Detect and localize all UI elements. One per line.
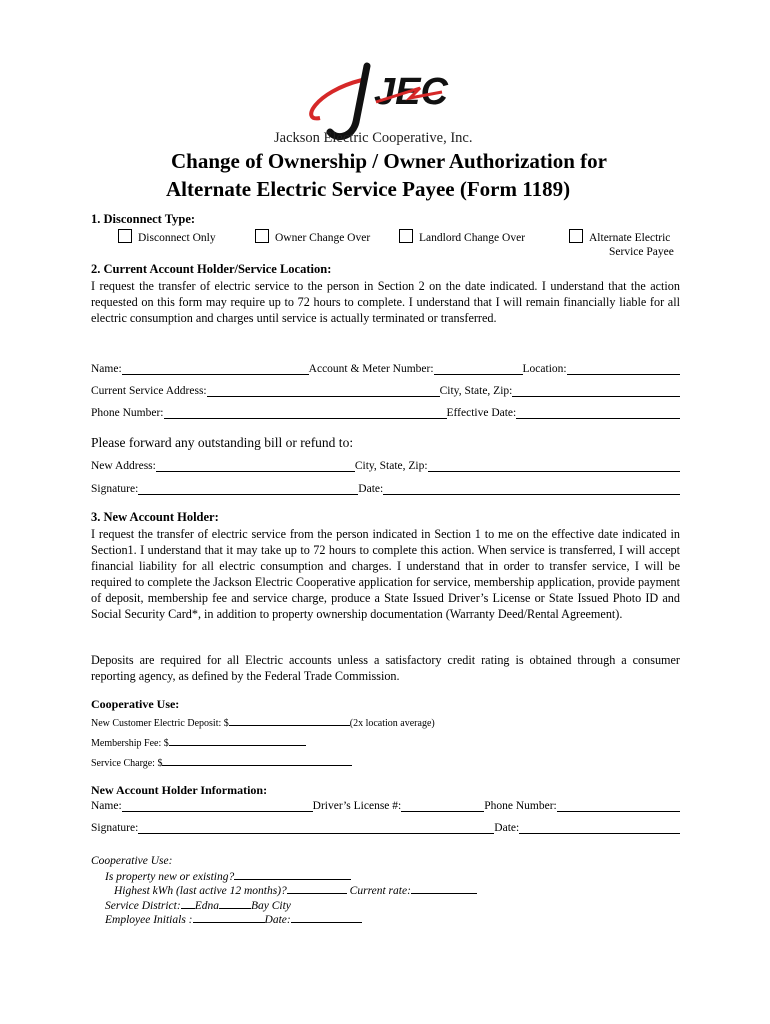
location-field[interactable]	[567, 362, 680, 375]
section3-paragraph: I request the transfer of electric service from the person indicated in Section 1 to me on the effective date indicated in Section1. I understand that it may take up to 72 hours to complete this action. When service is transferred, I will accept financial liability for all electric consumption and charges. I understand that in order to transfer service, I will be required to complete the Jackson Electric Cooperative application for service, membership application, provide payment of deposit, membership fee and service charge, produce a State Issued Driver’s License or State Issued Photo ID and Social Security Card*, in addition to property ownership documentation (Warranty Deed/Rental Agreement).	[91, 527, 680, 621]
property-field[interactable]	[234, 868, 351, 880]
forward-instruction: Please forward any outstanding bill or refund to:	[91, 435, 354, 450]
logo-mark: JEC	[374, 71, 448, 113]
property-row: Is property new or existing?	[105, 868, 351, 883]
signature-field[interactable]	[138, 482, 358, 495]
initials-field[interactable]	[193, 911, 265, 923]
row-new-holder-signature: Signature: Date:	[91, 821, 680, 834]
membership-fee-field[interactable]	[169, 734, 306, 746]
coop-use-heading: Cooperative Use:	[91, 697, 180, 711]
logo-graphic	[270, 62, 500, 148]
form-title-line2: Alternate Electric Service Payee (Form 1189)	[166, 177, 571, 201]
new-address-field[interactable]	[156, 459, 355, 472]
section2-heading: 2. Current Account Holder/Service Location:	[91, 262, 332, 276]
new-holder-heading: New Account Holder Information:	[91, 783, 268, 797]
service-charge-row: Service Charge: $	[91, 754, 352, 769]
coop-date-field[interactable]	[291, 911, 362, 923]
initials-row: Employee Initials : Date:	[105, 911, 362, 926]
date-field[interactable]	[383, 482, 680, 495]
account-meter-field[interactable]	[434, 362, 523, 375]
kwh-field[interactable]	[287, 882, 347, 894]
effective-date-field[interactable]	[516, 406, 680, 419]
row-service-address: Current Service Address: City, State, Zip:	[91, 384, 680, 397]
section2-paragraph: I request the transfer of electric service to the person in Section 2 on the date indicated. I understand that the action requested on this form may require up to 72 hours to complete. I understand that I will remain financially liable for all electric consumption and charges until service is actually terminated or transferred.	[91, 279, 680, 325]
option-alternate-payee[interactable]: Alternate Electric	[569, 229, 670, 244]
checkbox[interactable]	[399, 229, 413, 243]
license-field[interactable]	[401, 799, 484, 812]
row-new-holder-name: Name: Driver’s License #: Phone Number:	[91, 799, 680, 812]
option-landlord-change-over[interactable]: Landlord Change Over	[399, 229, 525, 244]
new-holder-phone-field[interactable]	[557, 799, 680, 812]
section3-heading: 3. New Account Holder:	[91, 510, 219, 524]
form-title-line1: Change of Ownership / Owner Authorization for	[171, 149, 607, 173]
service-address-field[interactable]	[207, 384, 440, 397]
logo-j-stroke	[330, 66, 367, 137]
option-alternate-payee-line2: Service Payee	[609, 246, 674, 258]
row-name-account-location: Name: Account & Meter Number: Location:	[91, 362, 680, 375]
membership-fee-row: Membership Fee: $	[91, 734, 306, 749]
new-holder-date-field[interactable]	[519, 821, 680, 834]
phone-field[interactable]	[164, 406, 447, 419]
row-new-address: New Address: City, State, Zip:	[91, 459, 680, 472]
rate-field[interactable]	[411, 882, 477, 894]
section1-heading: 1. Disconnect Type:	[91, 212, 196, 226]
edna-field[interactable]	[181, 897, 195, 909]
district-row: Service District: Edna Bay City	[105, 897, 291, 912]
row-signature-date: Signature: Date:	[91, 482, 680, 495]
service-charge-field[interactable]	[162, 754, 352, 766]
checkbox[interactable]	[118, 229, 132, 243]
new-holder-name-field[interactable]	[122, 799, 313, 812]
checkbox[interactable]	[255, 229, 269, 243]
row-phone-effective: Phone Number: Effective Date:	[91, 406, 680, 419]
company-name: Jackson Electric Cooperative, Inc.	[274, 130, 473, 146]
deposit-field[interactable]	[229, 714, 350, 726]
coop-use2-heading: Cooperative Use:	[91, 855, 173, 867]
deposits-paragraph: Deposits are required for all Electric accounts unless a satisfactory credit rating is obtained through a consumer reporting agency, as defined by the Federal Trade Commission.	[91, 653, 680, 683]
jec-logo	[270, 62, 500, 148]
bay-city-field[interactable]	[219, 897, 251, 909]
checkbox[interactable]	[569, 229, 583, 243]
city-state-zip-field[interactable]	[512, 384, 680, 397]
option-owner-change-over[interactable]: Owner Change Over	[255, 229, 370, 244]
kwh-row: Highest kWh (last active 12 months)? Current rate:	[114, 882, 477, 897]
name-field[interactable]	[122, 362, 309, 375]
new-city-state-zip-field[interactable]	[428, 459, 680, 472]
deposit-row: New Customer Electric Deposit: $ (2x location average)	[91, 714, 435, 729]
option-disconnect-only[interactable]: Disconnect Only	[118, 229, 216, 244]
new-holder-signature-field[interactable]	[138, 821, 494, 834]
